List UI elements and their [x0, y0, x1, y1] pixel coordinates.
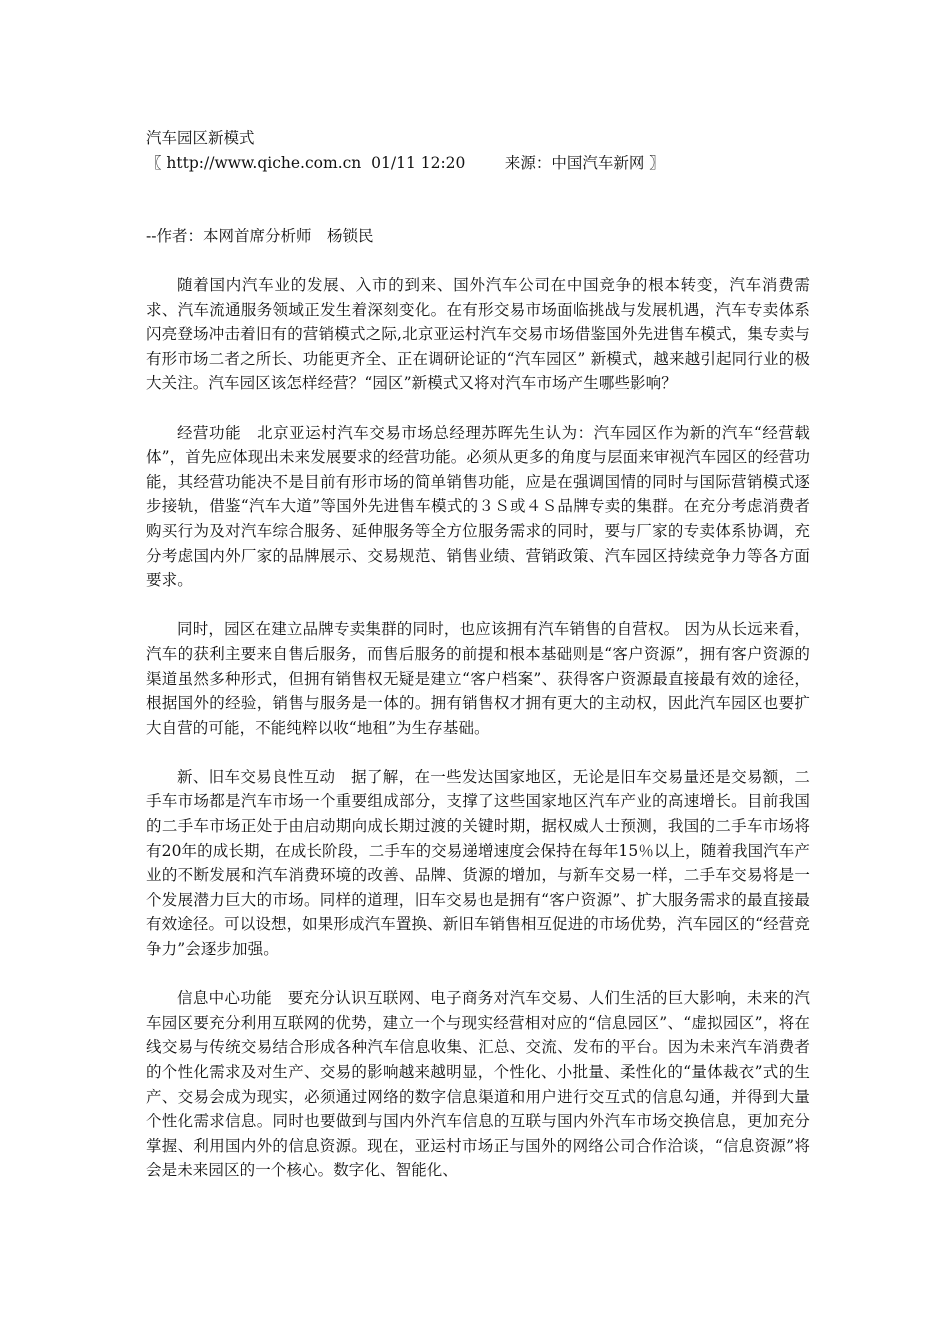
- paragraph-intro: 随着国内汽车业的发展、入市的到来、国外汽车公司在中国竞争的根本转变，汽车消费需求、汽车流通服务领域正发生着深刻变化。在有形交易市场面临挑战与发展机遇，汽车专卖体系闪亮登场冲击着旧有的营销模式之际,北京亚运村汽车交易市场借鉴国外先进售车模式，集专卖与有形市场二者之所长、功能更齐全、正在调研论证的“汽车园区” 新模式，越来越引起同行业的极大关注。汽车园区该怎样经营？“园区”新模式又将对汽车市场产生哪些影响？: [146, 276, 810, 393]
- article-title: 汽车园区新模式: [146, 129, 255, 147]
- paragraph-self-operation: 同时，园区在建立品牌专卖集群的同时，也应该拥有汽车销售的自营权。 因为从长远来看，汽车的获利主要来自售后服务，而售后服务的前提和根本基础则是“客户资源”，拥有客户资源的渠道虽然多种形式，但拥有销售权无疑是建立“客户档案”、获得客户资源最直接最有效的途径，根据国外的经验，销售与服务是一体的。拥有销售权才拥有更大的主动权，因此汽车园区也要扩大自营的可能，不能纯粹以收“地租”为生存基础。: [146, 620, 810, 737]
- paragraph-used-car-trade: 新、旧车交易良性互动 据了解，在一些发达国家地区，无论是旧车交易量还是交易额，二手车市场都是汽车市场一个重要组成部分，支撑了这些国家地区汽车产业的高速增长。目前我国的二手车市场正处于由启动期向成长期过渡的关键时期，据权威人士预测，我国的二手车市场将有20年的成长期，在成长阶段，二手车的交易递增速度会保持在每年15％以上，随着我国汽车产业的不断发展和汽车消费环境的改善、品牌、货源的增加，与新车交易一样，二手车交易将是一个发展潜力巨大的市场。同样的道理，旧车交易也是拥有“客户资源”、扩大服务需求的最直接最有效途径。可以设想，如果形成汽车置换、新旧车销售相互促进的市场优势，汽车园区的“经营竞争力”会逐步加强。: [146, 767, 810, 959]
- article-meta: 〖 http://www.qiche.com.cn 01/11 12:20 来源：中国汽车新网 〗: [146, 154, 665, 172]
- document-page: [146, 126, 810, 1208]
- paragraph-business-function: 经营功能 北京亚运村汽车交易市场总经理苏晖先生认为：汽车园区作为新的汽车“经营载体”，首先应体现出未来发展要求的经营功能。必须从更多的角度与层面来审视汽车园区的经营功能，其经营功能决不是目前有形市场的简单销售功能，应是在强调国情的同时与国际营销模式逐步接轨，借鉴“汽车大道”等国外先进售车模式的３Ｓ或４Ｓ品牌专卖的集群。在充分考虑消费者购买行为及对汽车综合服务、延伸服务等全方位服务需求的同时，要与厂家的专卖体系协调，充分考虑国内外厂家的品牌展示、交易规范、销售业绩、营销政策、汽车园区持续竞争力等各方面要求。: [146, 423, 810, 590]
- paragraph-info-center: 信息中心功能 要充分认识互联网、电子商务对汽车交易、人们生活的巨大影响，未来的汽车园区要充分利用互联网的优势，建立一个与现实经营相对应的“信息园区”、“虚拟园区”，将在线交易与传统交易结合形成各种汽车信息收集、汇总、交流、发布的平台。因为未来汽车消费者的个性化需求及对生产、交易的影响越来越明显，个性化、小批量、柔性化的“量体裁衣”式的生产、交易会成为现实，必须通过网络的数字信息渠道和用户进行交互式的信息勾通，并得到大量个性化需求信息。同时也要做到与国内外汽车信息的互联与国内外汽车市场交换信息，更加充分掌握、利用国内外的信息资源。现在，亚运村市场正与国外的网络公司合作洽谈，“信息资源”将会是未来园区的一个核心。数字化、智能化、: [146, 989, 810, 1180]
- article-author: --作者：本网首席分析师 杨锁民: [146, 227, 374, 245]
